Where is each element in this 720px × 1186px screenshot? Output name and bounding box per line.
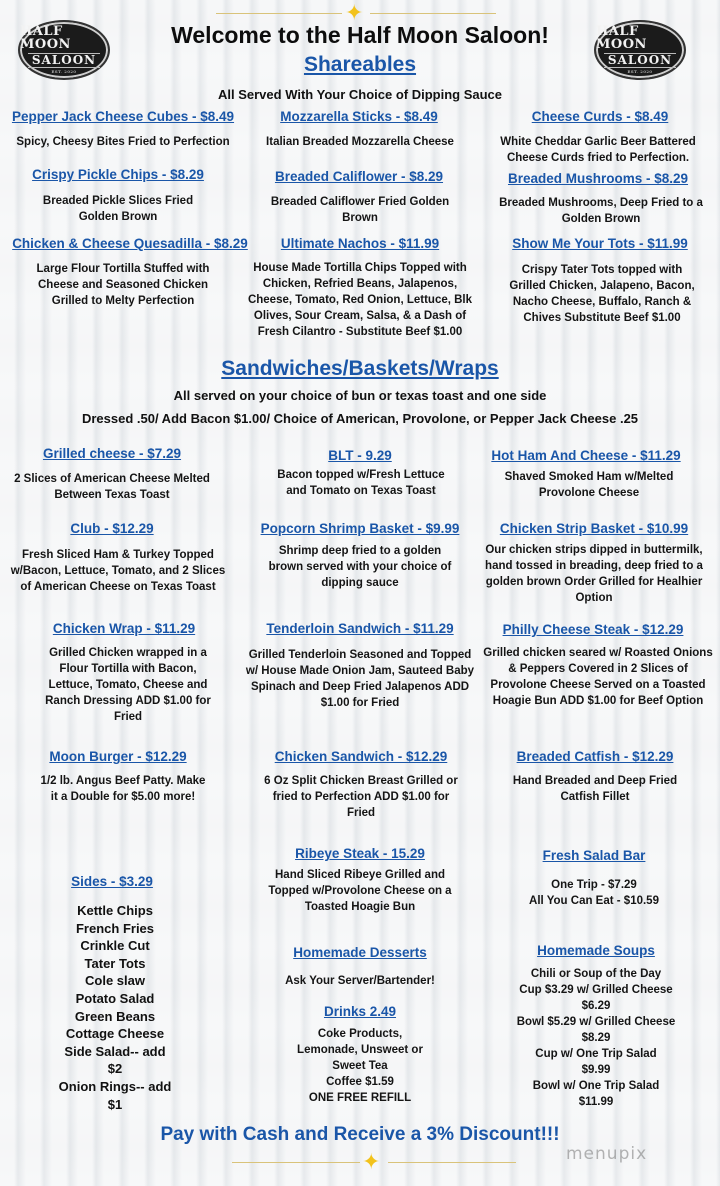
item-name: Breaded Mushrooms - $8.29: [507, 171, 689, 186]
sides-heading: Sides - $3.29: [71, 874, 153, 889]
item-name: Club - $12.29: [70, 521, 154, 536]
item-name: Pepper Jack Cheese Cubes - $8.49: [11, 109, 235, 124]
item-desc: 1/2 lb. Angus Beef Patty. Make it a Double for $5.00 more!: [40, 775, 206, 803]
list-item: Cup w/ One Trip Salad: [535, 1048, 657, 1060]
watermark: menupix: [566, 1144, 648, 1164]
logo-right: [594, 20, 686, 80]
section-heading-shareables: Shareables: [303, 53, 417, 76]
list-item: $2: [107, 1061, 123, 1077]
drinks-heading: Drinks 2.49: [323, 1004, 397, 1019]
desserts-desc: Ask Your Server/Bartender!: [285, 975, 435, 987]
item-desc: Crispy Tater Tots topped with Grilled Chicken, Jalapeno, Bacon, Nacho Cheese, Buffalo, Ranch & Chives Substitute Beef $1.00: [509, 264, 695, 324]
list-item: Cole slaw: [85, 973, 145, 989]
item-desc: Fresh Sliced Ham & Turkey Topped w/Bacon, Lettuce, Tomato, and 2 Slices of American Cheese on Texas Toast: [10, 549, 226, 593]
item-name: Philly Cheese Steak - $12.29: [502, 622, 684, 637]
item-name: Grilled cheese - $7.29: [42, 446, 182, 461]
item-desc: Grilled Chicken wrapped in a Flour Tortilla with Bacon, Lettuce, Tomato, Cheese and Ranch Dressing ADD $1.00 for Fried: [45, 647, 211, 723]
item-desc: Breaded Califlower Fried Golden Brown: [270, 196, 450, 224]
list-item: Potato Salad: [75, 990, 155, 1006]
pay-with-cash-banner: Pay with Cash and Receive a 3% Discount!!!: [160, 1124, 560, 1145]
list-item: ONE FREE REFILL: [308, 1092, 412, 1104]
item-desc: Shaved Smoked Ham w/Melted Provolone Cheese: [504, 471, 674, 499]
logo-est-text: EST. 2020: [51, 69, 77, 74]
list-item: One Trip - $7.29: [551, 879, 637, 891]
item-name: Breaded Catfish - $12.29: [516, 749, 674, 764]
list-item: Tater Tots: [84, 955, 146, 971]
item-name: Popcorn Shrimp Basket - $9.99: [260, 521, 460, 536]
soups-heading: Homemade Soups: [537, 943, 655, 958]
item-name: BLT - 9.29: [328, 448, 392, 463]
item-name: Moon Burger - $12.29: [49, 749, 187, 764]
list-item: Cup $3.29 w/ Grilled Cheese: [519, 984, 673, 996]
list-item: Chili or Soup of the Day: [530, 968, 662, 980]
list-item: $11.99: [578, 1096, 614, 1108]
list-item: Crinkle Cut: [80, 938, 150, 954]
item-name: Chicken & Cheese Quesadilla - $8.29: [12, 236, 248, 251]
list-item: Coffee $1.59: [326, 1076, 394, 1088]
logo-top-text: HALF MOON: [596, 24, 647, 52]
item-desc: Grilled Tenderloin Seasoned and Topped w/ House Made Onion Jam, Sauteed Baby Spinach and Deep Fried Jalapenos ADD $1.00 for Fried: [245, 649, 475, 709]
item-desc: White Cheddar Garlic Beer Battered Cheese Curds fried to Perfection.: [500, 136, 696, 164]
item-name: Mozzarella Sticks - $8.49: [280, 109, 438, 124]
item-desc: Spicy, Cheesy Bites Fried to Perfection: [16, 136, 230, 148]
top-star-icon: ✦: [345, 0, 364, 25]
item-desc: House Made Tortilla Chips Topped with Chicken, Refried Beans, Jalapenos, Cheese, Tomato, Red Onion, Lettuce, Blk Olives, Sour Cream, Salsa, & a Dash of Fresh Cilantro - Substitute Beef $1.00: [247, 262, 473, 338]
bottom-rule-right: [388, 1162, 516, 1163]
list-item: $1: [107, 1096, 123, 1112]
list-item: Onion Rings-- add: [58, 1078, 172, 1094]
item-name: Cheese Curds - $8.49: [531, 109, 669, 124]
list-item: All You Can Eat - $10.59: [529, 895, 659, 907]
item-desc: 2 Slices of American Cheese Melted Between Texas Toast: [14, 473, 210, 501]
item-name: Hot Ham And Cheese - $11.29: [491, 448, 681, 463]
list-item: $8.29: [581, 1032, 611, 1044]
item-desc: Large Flour Tortilla Stuffed with Cheese and Seasoned Chicken Grilled to Melty Perfection: [36, 263, 210, 307]
item-desc: Our chicken strips dipped in buttermilk, hand tossed in breading, deep fried to a golden brown Order Grilled for Healhier Option: [485, 544, 703, 604]
list-item: Bowl $5.29 w/ Grilled Cheese: [516, 1016, 676, 1028]
item-name: Chicken Sandwich - $12.29: [274, 749, 448, 764]
sides-list: [22, 902, 208, 1113]
section-heading-sandwiches: Sandwiches/Baskets/Wraps: [221, 357, 499, 380]
bottom-star-icon: ✦: [362, 1149, 381, 1174]
salad-bar-list: [494, 877, 694, 909]
logo-left: [18, 20, 110, 80]
item-name: Tenderloin Sandwich - $11.29: [266, 621, 454, 636]
sandwiches-subheading-2: Dressed .50/ Add Bacon $1.00/ Choice of American, Provolone, or Pepper Jack Cheese .25: [81, 411, 639, 426]
item-name: Show Me Your Tots - $11.99: [512, 236, 688, 251]
top-rule-left: [216, 13, 342, 14]
list-item: Side Salad-- add: [64, 1043, 166, 1059]
list-item: Bowl w/ One Trip Salad: [532, 1080, 660, 1092]
list-item: Lemonade, Unsweet or: [297, 1044, 423, 1056]
logo-top-text: HALF MOON: [20, 24, 71, 52]
sandwiches-subheading-1: All served on your choice of bun or texas toast and one side: [173, 388, 547, 403]
item-desc: 6 Oz Split Chicken Breast Grilled or fried to Perfection ADD $1.00 for Fried: [264, 775, 458, 819]
salad-bar-heading: Fresh Salad Bar: [542, 848, 646, 863]
item-name: Crispy Pickle Chips - $8.29: [32, 167, 204, 182]
desserts-heading: Homemade Desserts: [293, 945, 427, 960]
item-desc: Bacon topped w/Fresh Lettuce and Tomato on Texas Toast: [277, 469, 445, 497]
item-desc: Breaded Pickle Slices Fried Golden Brown: [42, 195, 194, 223]
list-item: Green Beans: [74, 1008, 156, 1024]
item-name: Ribeye Steak - 15.29: [295, 846, 425, 861]
item-name: Breaded Califlower - $8.29: [274, 169, 444, 184]
item-desc: Grilled chicken seared w/ Roasted Onions & Peppers Covered in 2 Slices of Provolone Cheese Served on a Toasted Hoagie Bun ADD $1.00 for Beef Option: [483, 647, 713, 707]
list-item: Coke Products,: [317, 1028, 403, 1040]
item-name: Ultimate Nachos - $11.99: [280, 236, 440, 251]
soups-list: [494, 966, 698, 1110]
item-name: Chicken Strip Basket - $10.99: [499, 521, 689, 536]
item-desc: Hand Breaded and Deep Fried Catfish Fillet: [512, 775, 678, 803]
item-desc: Hand Sliced Ribeye Grilled and Topped w/Provolone Cheese on a Toasted Hoagie Bun: [268, 869, 452, 913]
logo-bottom-text: SALOON: [28, 53, 100, 68]
list-item: $9.99: [581, 1064, 611, 1076]
list-item: Kettle Chips: [77, 903, 153, 918]
list-item: Sweet Tea: [332, 1060, 388, 1072]
page-title: Welcome to the Half Moon Saloon!: [171, 22, 549, 48]
item-desc: Breaded Mushrooms, Deep Fried to a Golden Brown: [499, 197, 703, 225]
logo-est-text: EST. 2020: [627, 69, 653, 74]
item-desc: Italian Breaded Mozzarella Cheese: [266, 136, 454, 148]
bottom-rule-left: [232, 1162, 360, 1163]
shareables-subheading: All Served With Your Choice of Dipping Sauce: [218, 87, 502, 102]
drinks-list: [270, 1026, 450, 1106]
list-item: French Fries: [75, 920, 155, 936]
item-name: Chicken Wrap - $11.29: [52, 621, 196, 636]
top-rule-right: [370, 13, 496, 14]
list-item: Cottage Cheese: [65, 1026, 165, 1042]
logo-bottom-text: SALOON: [604, 53, 676, 68]
item-desc: Shrimp deep fried to a golden brown served with your choice of dipping sauce: [268, 545, 452, 589]
list-item: $6.29: [581, 1000, 611, 1012]
